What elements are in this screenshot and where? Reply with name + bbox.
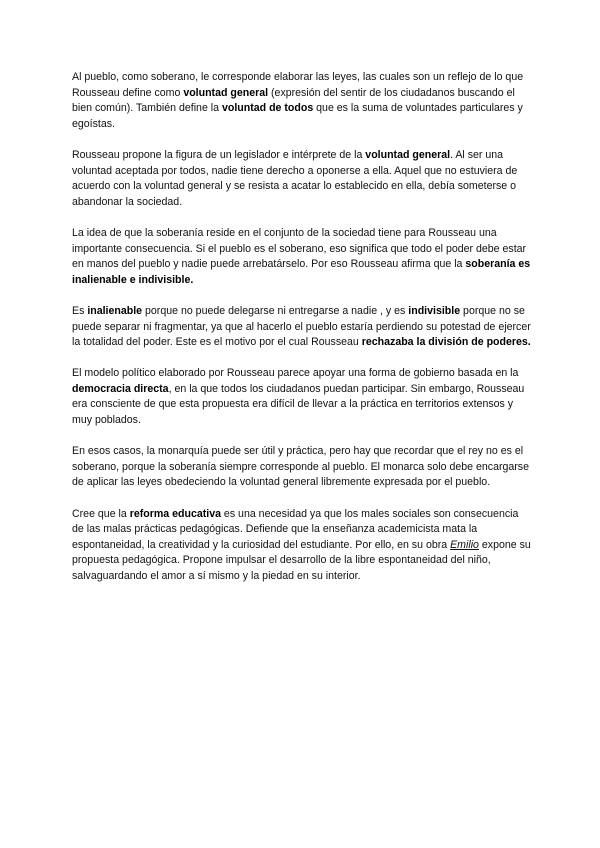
text-segment: que es la suma de voluntades particulares y egoístas. (72, 102, 523, 130)
bold-term-voluntad-de-todos: voluntad de todos (221, 102, 314, 115)
paragraph-legislador (72, 148, 532, 210)
text-segment: porque no se puede separar ni fragmentar, ya que al hacerlo el pueblo estaría perdiendo su potestad de ejercer la totalidad del poder. Este es el motivo por el cual Rousseau (72, 304, 531, 349)
paragraph-soberania (72, 226, 532, 288)
text-segment: Al pueblo, como soberano, le corresponde elaborar las leyes, las cuales son un reflejo de lo que Rousseau define como (72, 71, 524, 99)
document-page (72, 70, 532, 600)
bold-term-indivisible: indivisible (408, 304, 461, 317)
text-segment: porque no puede delegarse ni entregarse a nadie , y es (142, 304, 409, 317)
text-segment: es una necesidad ya que los males sociales son consecuencia de las malas prácticas pedagógicas. Defiende que la enseñanza academicista mata la espontaneidad, la creatividad y la curiosidad del estudiante. Por ello, en su obra (72, 507, 519, 551)
text-segment: En esos casos, la monarquía puede ser útil y práctica, pero hay que recordar que el rey no es el soberano, porque la soberanía siempre corresponde al pueblo. El monarca solo debe encargarse de aplicar las leyes obedeciendo la voluntad general libremente expresada por el pueblo. (72, 445, 529, 489)
bold-term-division-poderes: rechazaba la división de poderes. (361, 336, 531, 349)
text-segment: La idea de que la soberanía reside en el conjunto de la sociedad tiene para Rousseau una importante consecuencia. Si el pueblo es el soberano, eso significa que todo el poder debe estar en manos del pueblo y nadie puede arrebatárselo. Por eso Rousseau afirma que la (72, 226, 527, 271)
text-segment: Es (72, 304, 88, 317)
bold-term-inalienable: inalienable (87, 304, 143, 317)
text-segment: Rousseau propone la figura de un legislador e intérprete de la (72, 148, 366, 161)
text-segment: . Al ser una voluntad aceptada por todos, nadie tiene derecho a oponerse a ella. Aquel que no estuviera de acuerdo con la voluntad general y se resista a acatar lo establecido en ella, debía someterse o abandonar la sociedad. (72, 148, 518, 208)
bold-term-voluntad-general: voluntad general (365, 148, 451, 161)
bold-term-soberania-inalienable: soberanía es inalienable e indivisible. (72, 258, 531, 286)
bold-term-democracia-directa: democracia directa (72, 382, 169, 395)
paragraph-voluntad-general (72, 70, 532, 132)
text-segment: , en la que todos los ciudadanos puedan participar. Sin embargo, Rousseau era consciente de que esta propuesta era difícil de llevar a la práctica en territorios extensos y muy poblados. (72, 382, 525, 427)
emilio-link[interactable]: Emilio (450, 538, 479, 551)
text-segment: Cree que la (72, 507, 130, 520)
paragraph-inalienable-indivisible (72, 304, 532, 351)
bold-term-voluntad-general: voluntad general (183, 86, 269, 99)
paragraph-reforma-educativa (72, 507, 532, 585)
text-segment: El modelo político elaborado por Rousseau parece apoyar una forma de gobierno basada en la (72, 367, 519, 380)
text-segment: (expresión del sentir de los ciudadanos buscando el bien común). También define la (72, 86, 515, 115)
text-segment: expone su propuesta pedagógica. Propone impulsar el desarrollo de la libre espontaneidad del niño, salvaguardando el amor a sí mismo y la piedad en su interior. (72, 538, 531, 582)
paragraph-monarquia (72, 444, 532, 491)
bold-term-reforma-educativa: reforma educativa (129, 507, 221, 520)
paragraph-democracia-directa (72, 366, 532, 428)
